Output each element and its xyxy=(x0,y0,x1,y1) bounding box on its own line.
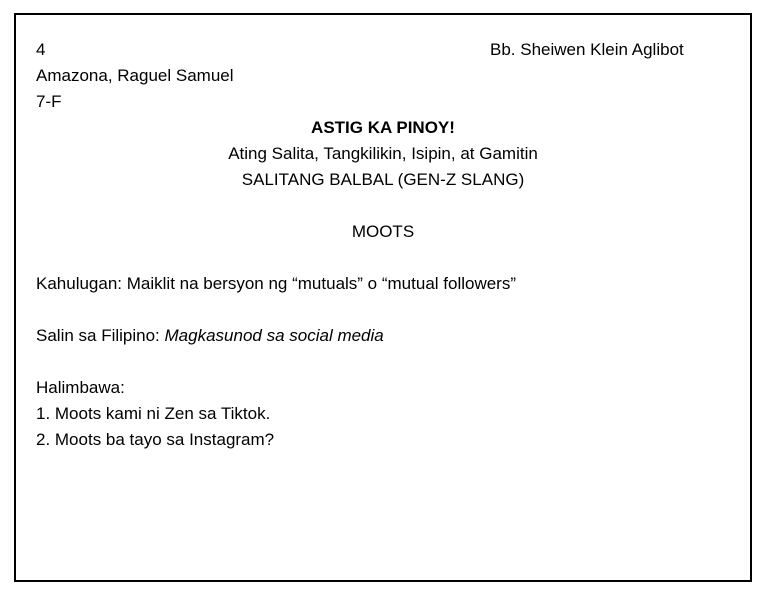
slang-word: MOOTS xyxy=(351,222,415,241)
example-item: 2. Moots ba tayo sa Instagram? xyxy=(36,430,275,449)
translation-label: Salin sa Filipino: xyxy=(36,326,165,345)
title-main: ASTIG KA PINOY! xyxy=(311,118,455,137)
examples-label: Halimbawa: xyxy=(36,378,125,397)
page-number: 4 xyxy=(36,40,46,59)
teacher-name: Bb. Sheiwen Klein Aglibot xyxy=(490,40,684,59)
student-section: 7-F xyxy=(36,92,62,111)
title-subtitle: Ating Salita, Tangkilikin, Isipin, at Gamitin xyxy=(228,144,538,163)
meaning-line xyxy=(36,273,516,295)
meaning-text: Maiklit na bersyon ng “mutuals” o “mutual followers” xyxy=(126,274,517,293)
document-card xyxy=(14,13,752,582)
title-category: SALITANG BALBAL (GEN-Z SLANG) xyxy=(241,170,525,189)
student-name: Amazona, Raguel Samuel xyxy=(36,66,234,85)
translation-line xyxy=(36,325,384,347)
translation-text: Magkasunod sa social media xyxy=(164,326,384,345)
example-item: 1. Moots kami ni Zen sa Tiktok. xyxy=(36,404,271,423)
meaning-label: Kahulugan: xyxy=(36,274,127,293)
